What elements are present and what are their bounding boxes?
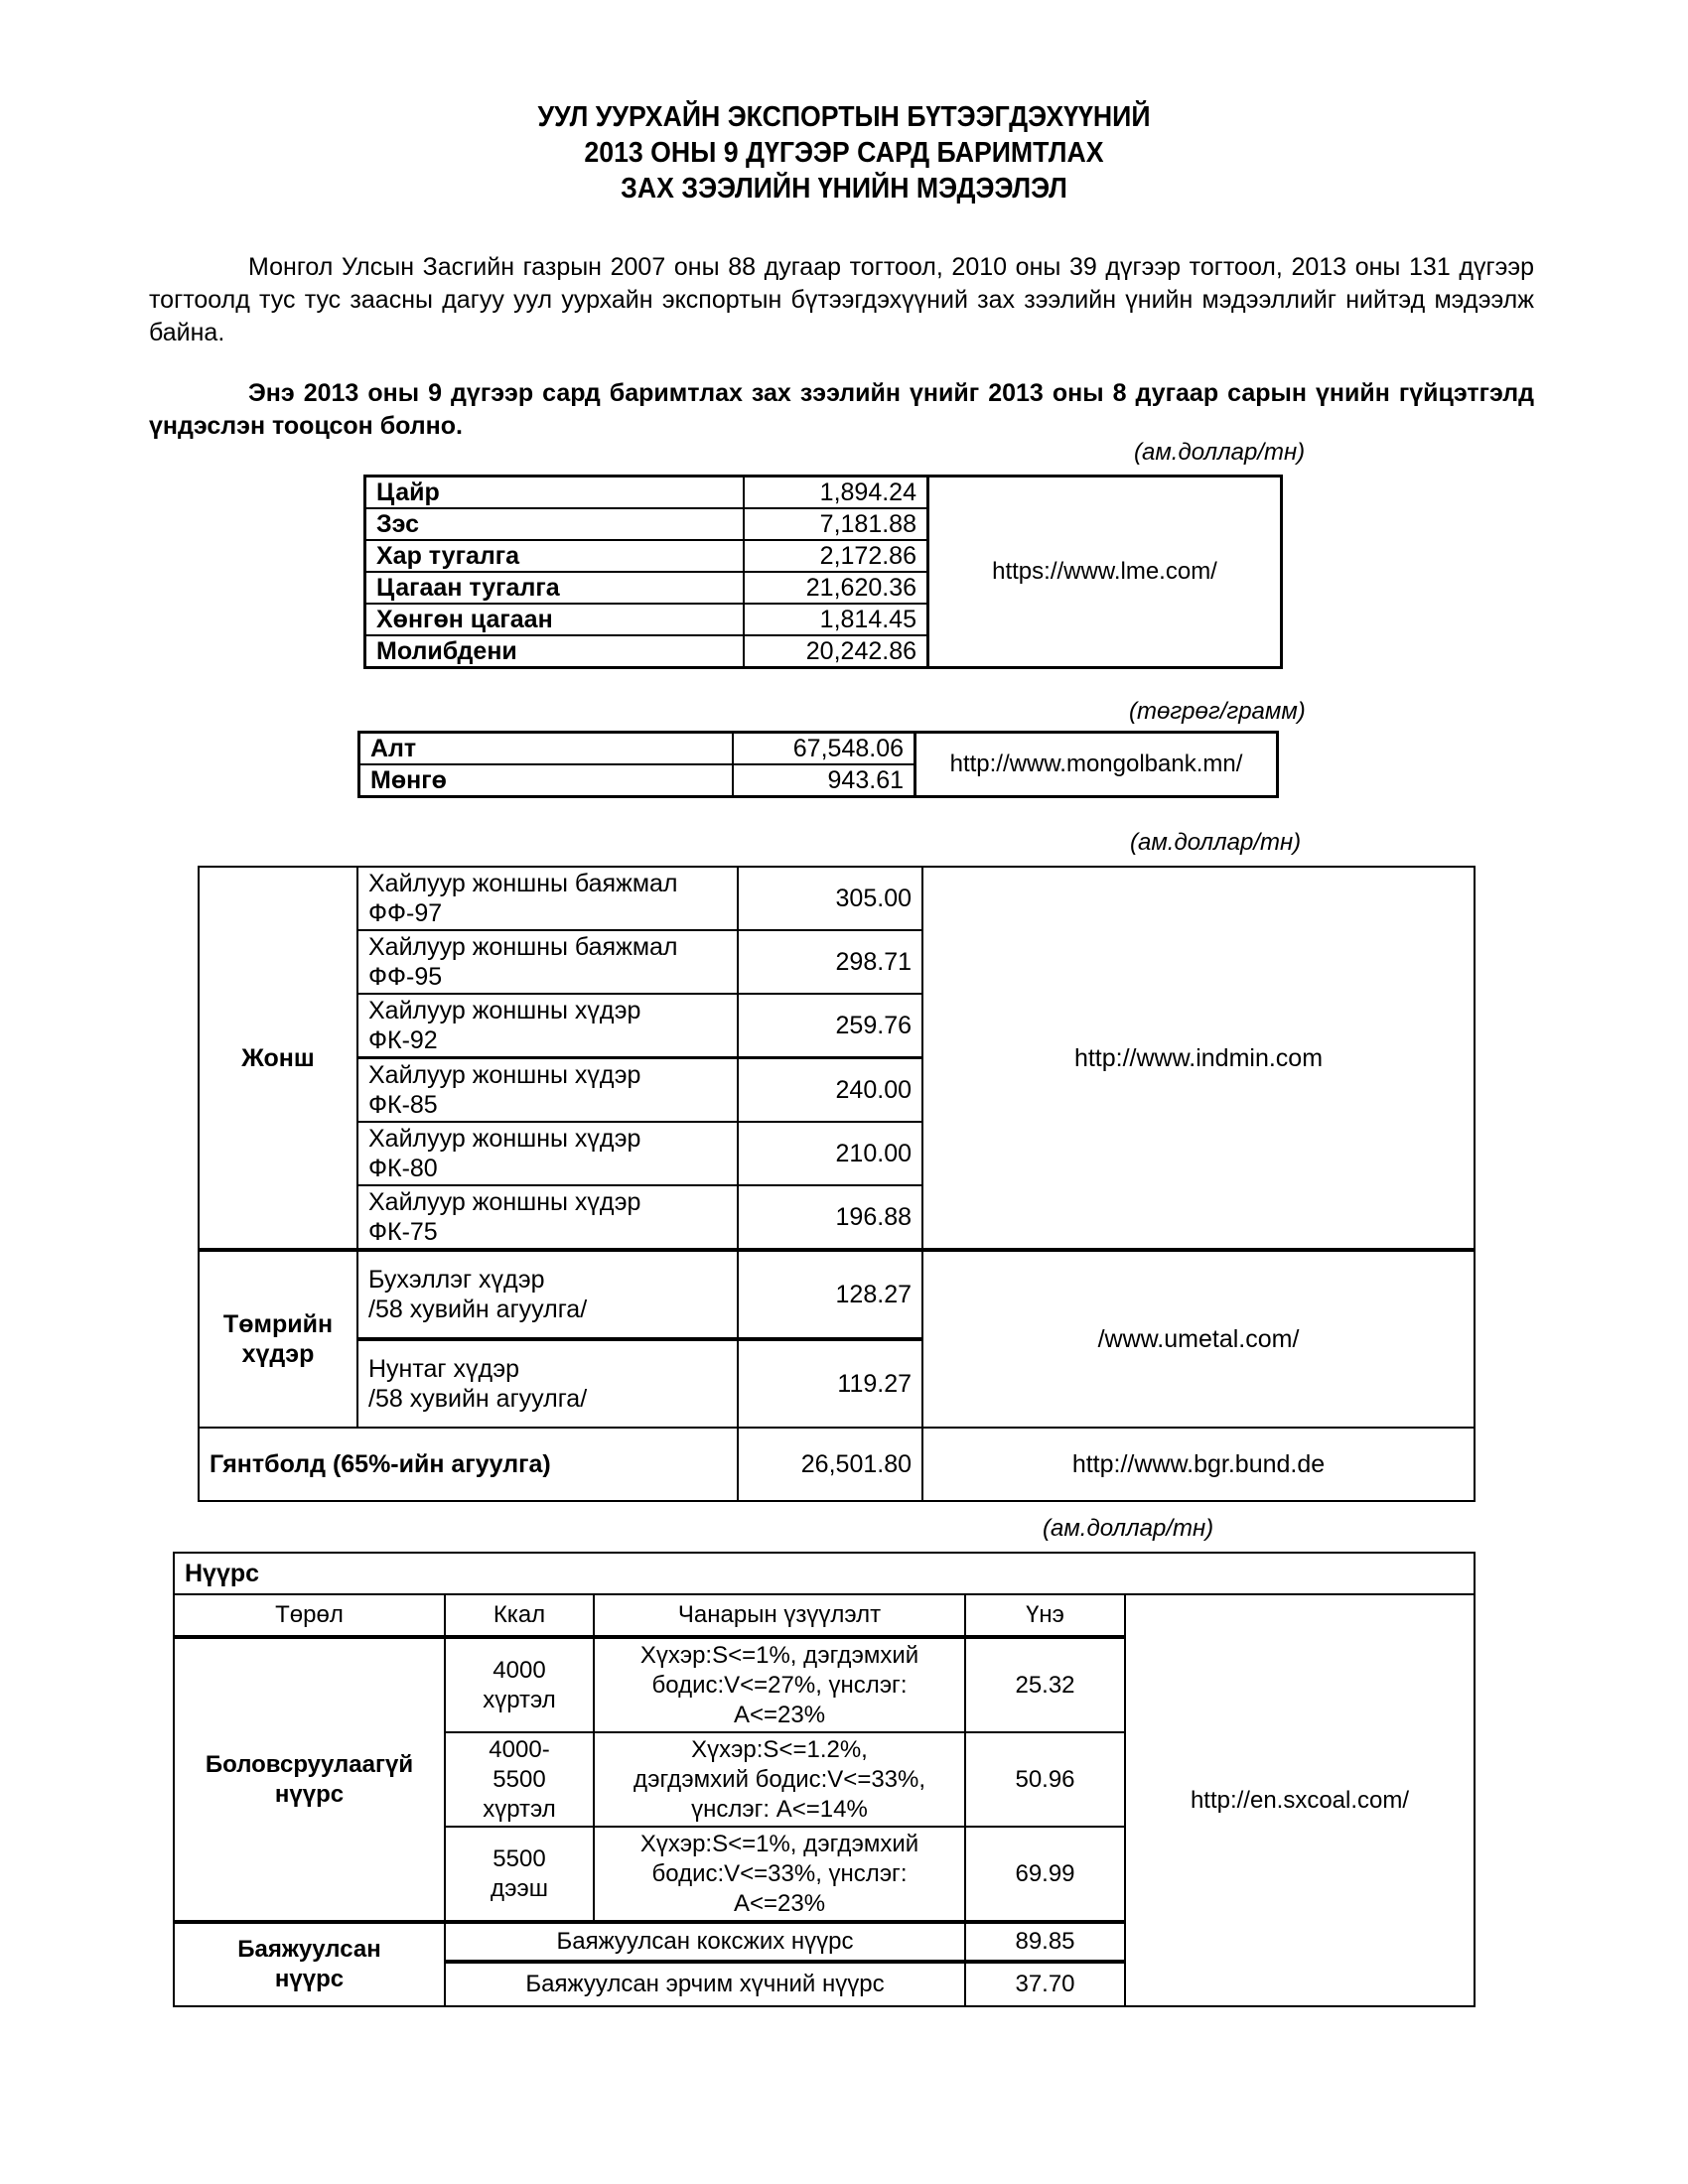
table-row bbox=[359, 733, 1278, 765]
product-line-1: Хайлуур жоншны баяжмал bbox=[368, 933, 678, 961]
metals-source-link[interactable]: https://www.lme.com/ bbox=[928, 477, 1282, 668]
fluorspar-source-link[interactable]: http://www.indmin.com bbox=[922, 867, 1475, 1250]
iron-group-label bbox=[199, 1250, 357, 1428]
metal-name: Хөнгөн цагаан bbox=[365, 604, 744, 635]
tungsten-source-link[interactable]: http://www.bgr.bund.de bbox=[922, 1428, 1475, 1501]
product-line-1: Хайлуур жоншны хүдэр bbox=[368, 1125, 641, 1153]
product-line-2: ФК-85 bbox=[368, 1091, 438, 1119]
product-line-2: ФК-92 bbox=[368, 1026, 438, 1054]
iron-group-line-1: Төмрийн bbox=[222, 1310, 334, 1338]
product-line-2: /58 хувийн агуулга/ bbox=[368, 1385, 588, 1413]
metal-name: Цайр bbox=[365, 477, 744, 509]
raw-group-line-1: Боловсруулаагүй bbox=[205, 1750, 414, 1778]
quality-line-1: Хүхэр:S<=1.2%, bbox=[691, 1735, 868, 1763]
precious-price: 943.61 bbox=[733, 764, 915, 797]
precious-price: 67,548.06 bbox=[733, 733, 915, 765]
kcal-line-2: дээш bbox=[490, 1874, 549, 1902]
enriched-coal-name: Баяжуулсан эрчим хүчний нүүрс bbox=[445, 1962, 965, 2006]
coal-source-link[interactable]: http://en.sxcoal.com/ bbox=[1125, 1594, 1475, 2006]
product-line-1: Хайлуур жоншны баяжмал bbox=[368, 870, 678, 897]
metal-price: 1,894.24 bbox=[744, 477, 928, 509]
product-name bbox=[357, 1058, 738, 1123]
table-row bbox=[365, 477, 1282, 509]
product-line-2: ФК-75 bbox=[368, 1218, 438, 1246]
coal-price-table bbox=[173, 1552, 1476, 2007]
product-line-1: Бухэллэг хүдэр bbox=[368, 1266, 545, 1294]
tungsten-price: 26,501.80 bbox=[738, 1428, 922, 1501]
kcal-value bbox=[445, 1827, 594, 1922]
precious-metals-table bbox=[357, 731, 1279, 798]
product-price: 259.76 bbox=[738, 994, 922, 1058]
kcal-line-1: 4000 bbox=[492, 1656, 546, 1684]
enriched-coal-name: Баяжуулсан коксжих нүүрс bbox=[445, 1922, 965, 1962]
table-row bbox=[174, 1553, 1475, 1594]
fluorspar-group-label: Жонш bbox=[199, 867, 357, 1250]
tungsten-name: Гянтболд (65%-ийн агуулга) bbox=[199, 1428, 738, 1501]
product-price: 240.00 bbox=[738, 1058, 922, 1123]
raw-coal-group-label bbox=[174, 1637, 445, 1922]
quality-line-2: дэгдэмхий бодис:V<=33%, bbox=[633, 1765, 926, 1793]
product-line-2: /58 хувийн агуулга/ bbox=[368, 1296, 588, 1323]
enriched-group-line-2: нүүрс bbox=[274, 1966, 345, 1992]
coal-price: 69.99 bbox=[965, 1827, 1125, 1922]
header-kcal: Ккал bbox=[445, 1594, 594, 1637]
product-name bbox=[357, 1339, 738, 1428]
metal-name: Хар тугалга bbox=[365, 540, 744, 572]
title-line-1: УУЛ УУРХАЙН ЭКСПОРТЫН БҮТЭЭГДЭХҮҮНИЙ bbox=[537, 101, 1151, 133]
quality-spec bbox=[594, 1732, 965, 1827]
header-price: Үнэ bbox=[965, 1594, 1125, 1637]
product-price: 305.00 bbox=[738, 867, 922, 930]
kcal-value bbox=[445, 1637, 594, 1732]
raw-group-line-2: нүүрс bbox=[274, 1780, 345, 1808]
product-name bbox=[357, 867, 738, 930]
table-row bbox=[199, 1250, 1475, 1339]
iron-group-line-2: хүдэр bbox=[241, 1340, 315, 1368]
product-price: 128.27 bbox=[738, 1250, 922, 1339]
product-price: 196.88 bbox=[738, 1185, 922, 1250]
product-name bbox=[357, 994, 738, 1058]
coal-price: 50.96 bbox=[965, 1732, 1125, 1827]
product-line-1: Хайлуур жоншны хүдэр bbox=[368, 997, 641, 1024]
product-line-1: Хайлуур жоншны хүдэр bbox=[368, 1188, 641, 1216]
coal-title: Нүүрс bbox=[174, 1553, 1475, 1594]
metal-price: 1,814.45 bbox=[744, 604, 928, 635]
quality-line-3: A<=23% bbox=[733, 1889, 826, 1917]
coal-price: 37.70 bbox=[965, 1962, 1125, 2006]
table-header-row bbox=[174, 1594, 1475, 1637]
coal-unit-label: (ам.доллар/тн) bbox=[1043, 1515, 1214, 1542]
metal-price: 20,242.86 bbox=[744, 635, 928, 668]
minerals-unit-label: (ам.доллар/тн) bbox=[1130, 829, 1302, 856]
enriched-coal-group-label bbox=[174, 1922, 445, 2006]
precious-unit-label: (төгрөг/грамм) bbox=[1129, 698, 1306, 725]
product-line-1: Нунтаг хүдэр bbox=[368, 1355, 520, 1383]
precious-source-link[interactable]: http://www.mongolbank.mn/ bbox=[915, 733, 1278, 797]
kcal-line-1: 5500 bbox=[492, 1844, 546, 1872]
kcal-line-3: хүртэл bbox=[483, 1795, 556, 1823]
product-name bbox=[357, 1185, 738, 1250]
table-row bbox=[199, 1428, 1475, 1501]
product-price: 298.71 bbox=[738, 930, 922, 994]
product-name bbox=[357, 930, 738, 994]
metal-name: Цагаан тугалга bbox=[365, 572, 744, 604]
product-line-2: ФФ-97 bbox=[368, 899, 443, 927]
minerals-price-table bbox=[198, 866, 1476, 1502]
precious-name: Алт bbox=[359, 733, 733, 765]
metal-name: Молибдени bbox=[365, 635, 744, 668]
product-price: 119.27 bbox=[738, 1339, 922, 1428]
metals-unit-label: (ам.доллар/тн) bbox=[1134, 439, 1306, 466]
quality-line-3: A<=23% bbox=[733, 1701, 826, 1728]
coal-price: 25.32 bbox=[965, 1637, 1125, 1732]
product-line-2: ФФ-95 bbox=[368, 963, 443, 991]
quality-spec bbox=[594, 1637, 965, 1732]
iron-source-link[interactable]: /www.umetal.com/ bbox=[922, 1250, 1475, 1428]
page-title bbox=[68, 99, 1620, 206]
quality-spec bbox=[594, 1827, 965, 1922]
kcal-line-1: 4000- bbox=[489, 1735, 550, 1763]
precious-name: Мөнгө bbox=[359, 764, 733, 797]
kcal-line-2: 5500 bbox=[492, 1765, 546, 1793]
quality-line-1: Хүхэр:S<=1%, дэгдэмхий bbox=[639, 1641, 919, 1669]
metals-price-table bbox=[363, 475, 1283, 669]
product-name bbox=[357, 1122, 738, 1185]
metal-price: 7,181.88 bbox=[744, 508, 928, 540]
quality-line-2: бодис:V<=33%, үнслэг: bbox=[651, 1859, 908, 1887]
enriched-group-line-1: Баяжуулсан bbox=[237, 1936, 381, 1963]
intro-paragraph: Монгол Улсын Засгийн газрын 2007 оны 88 дугаар тогтоол, 2010 оны 39 дүгээр тогтоол, 2013 оны 131 дүгээр тогтоолд тус тус заасны дагуу уул уурхайн экспортын бүтээгдэхүүний зах зээлийн үнийн мэдээллийг нийтэд мэдээлж байна. bbox=[149, 253, 1534, 346]
note-paragraph: Энэ 2013 оны 9 дүгээр сард баримтлах зах зээлийн үнийг 2013 оны 8 дугаар сарын үнийн гүйцэтгэлд үндэслэн тооцсон болно. bbox=[149, 379, 1534, 440]
product-line-1: Хайлуур жоншны хүдэр bbox=[368, 1061, 641, 1089]
product-name bbox=[357, 1250, 738, 1339]
metal-price: 2,172.86 bbox=[744, 540, 928, 572]
kcal-value bbox=[445, 1732, 594, 1827]
table-row bbox=[199, 867, 1475, 930]
coal-price: 89.85 bbox=[965, 1922, 1125, 1962]
kcal-line-2: хүртэл bbox=[483, 1686, 556, 1713]
product-price: 210.00 bbox=[738, 1122, 922, 1185]
quality-line-2: бодис:V<=27%, үнслэг: bbox=[651, 1671, 908, 1699]
title-line-2: 2013 ОНЫ 9 ДҮГЭЭР САРД БАРИМТЛАХ bbox=[584, 137, 1104, 169]
quality-line-1: Хүхэр:S<=1%, дэгдэмхий bbox=[639, 1830, 919, 1857]
quality-line-3: үнслэг: A<=14% bbox=[691, 1795, 868, 1823]
header-quality: Чанарын үзүүлэлт bbox=[594, 1594, 965, 1637]
metal-name: Зэс bbox=[365, 508, 744, 540]
metal-price: 21,620.36 bbox=[744, 572, 928, 604]
title-line-3: ЗАХ ЗЭЭЛИЙН ҮНИЙН МЭДЭЭЛЭЛ bbox=[621, 173, 1067, 205]
header-type: Төрөл bbox=[174, 1594, 445, 1637]
product-line-2: ФК-80 bbox=[368, 1155, 438, 1182]
